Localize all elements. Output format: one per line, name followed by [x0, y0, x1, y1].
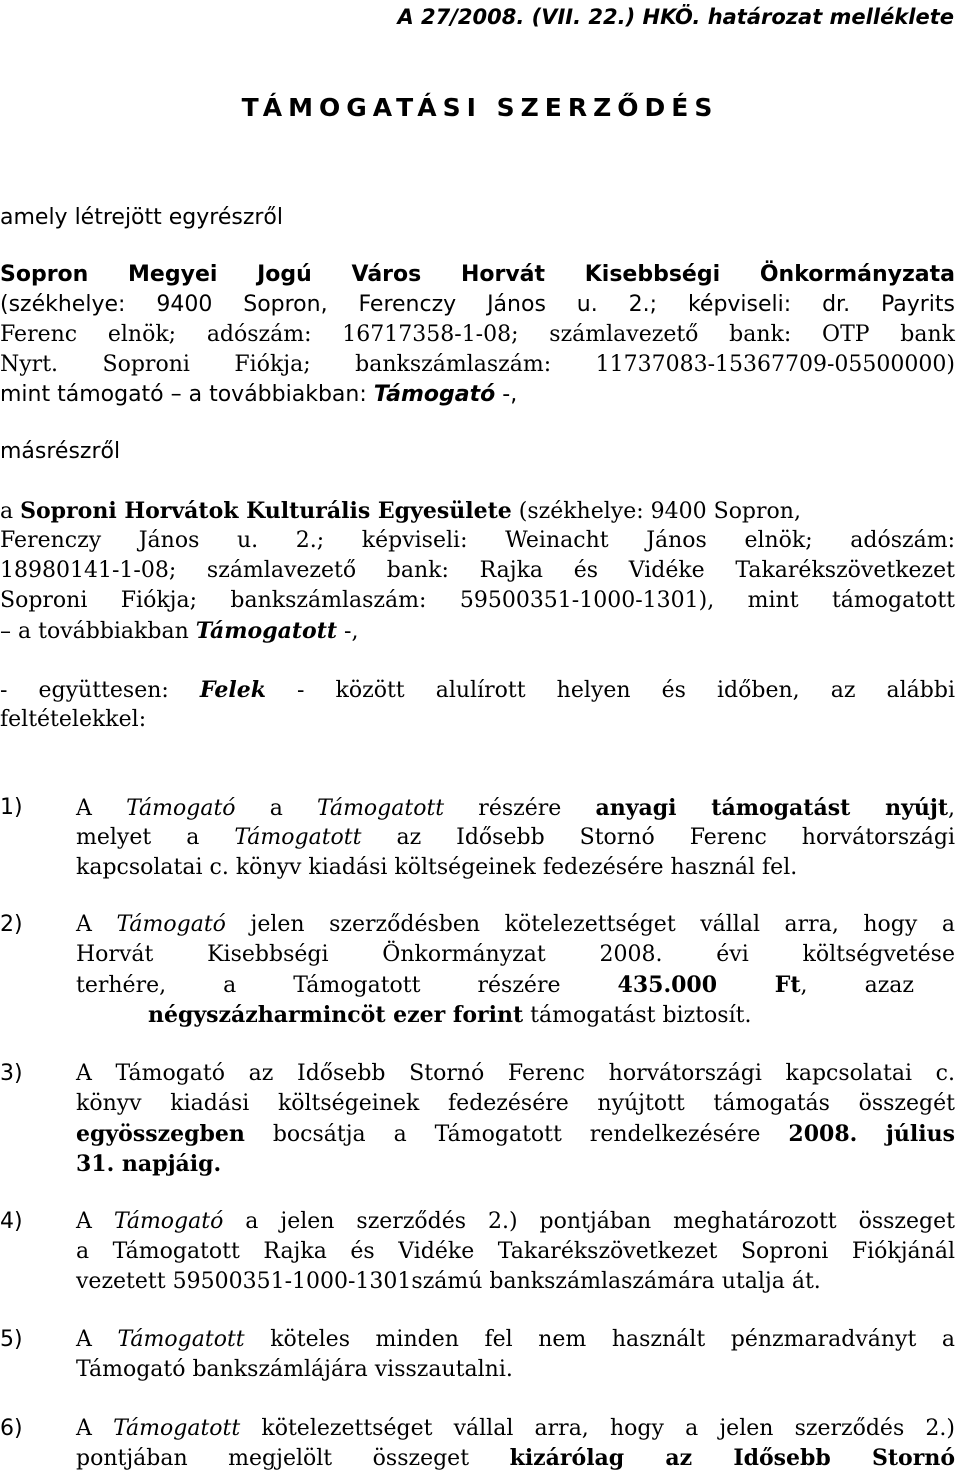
item-number: 1) — [0, 795, 23, 820]
item-number: 3) — [0, 1061, 23, 1086]
item-text: , — [948, 796, 955, 821]
item-line — [76, 793, 955, 824]
item-role: Támogatott — [117, 1327, 245, 1352]
item-text: bocsátja a Támogatott rendelkezésére — [244, 1122, 789, 1147]
item-text: a — [235, 796, 317, 821]
party1-details-line: Ferenc elnök; adószám: 16717358-1-08; számlavezető bank: OTP bank — [0, 322, 955, 347]
item-number: 5) — [0, 1327, 23, 1352]
party2-details-start: (székhelye: 9400 Sopron, — [511, 499, 801, 524]
item-text: terhére, a Támogatott részére — [76, 973, 618, 998]
party2-prefix: a — [0, 499, 21, 524]
item-number: 4) — [0, 1209, 23, 1234]
party2-role-line — [0, 616, 358, 647]
party1-name: Sopron Megyei Jogú Város Horvát Kisebbségi Önkormányzata — [0, 262, 955, 287]
party2-details-line: Soproni Fiókja; bankszámlaszám: 59500351-1000-1301), mint támogatott — [0, 588, 955, 613]
item-line: könyv kiadási költségeinek fedezésére nyújtott támogatás összegét — [76, 1091, 955, 1116]
document-title: TÁMOGATÁSI SZERZŐDÉS — [241, 93, 719, 122]
party1-role-line — [0, 380, 517, 410]
item-line — [76, 970, 914, 1001]
party2-role-prefix: – a továbbiakban — [0, 619, 196, 644]
item-line — [76, 1207, 955, 1237]
together-suffix: - között alulírott helyen és időben, az alábbi — [265, 678, 955, 703]
item-line — [76, 1119, 955, 1150]
item-emphasis: egyösszegben — [76, 1121, 245, 1147]
party1-details-line: Nyrt. Soproni Fiókja; bankszámlaszám: 11737083-15367709-05500000) — [0, 352, 955, 377]
deadline-date: 31. napjáig. — [76, 1151, 222, 1177]
item-line: Támogató bankszámlájára visszautalni. — [76, 1357, 513, 1382]
item-role: Támogató — [116, 912, 226, 937]
deadline-date: 2008. július — [788, 1121, 955, 1147]
support-amount-words: négyszázharmincöt ezer forint — [148, 1002, 524, 1028]
item-line — [76, 910, 955, 940]
item-text: jelen szerződésben kötelezettséget vállal arra, hogy a — [225, 912, 955, 937]
item-line — [76, 1414, 955, 1444]
item-role: Támogatott — [113, 1416, 241, 1441]
item-text: támogatást biztosít. — [523, 1003, 752, 1028]
item-text: A — [76, 1327, 118, 1352]
item-text: A — [76, 1209, 114, 1234]
together-line: feltételekkel: — [0, 707, 147, 732]
party1-role-suffix: -, — [495, 382, 518, 407]
item-text: köteles minden fel nem használt pénzmaradványt a — [244, 1327, 955, 1352]
item-line: Horvát Kisebbségi Önkormányzat 2008. évi költségvetése — [76, 942, 955, 967]
item-text: A — [76, 796, 127, 821]
resolution-reference: A 27/2008. (VII. 22.) HKÖ. határozat melléklete — [397, 5, 954, 29]
party2-name: Soproni Horvátok Kulturális Egyesülete — [20, 498, 512, 524]
item-text: kötelezettséget vállal arra, hogy a jelen szerződés 2.) — [240, 1416, 955, 1441]
party1-role-prefix: mint támogató – a továbbiakban: — [0, 382, 374, 407]
masreszrol-text: másrészről — [0, 439, 121, 464]
item-emphasis: kizárólag az Idősebb Stornó — [509, 1445, 955, 1471]
item-text: A — [76, 1416, 114, 1441]
item-number: 2) — [0, 912, 23, 937]
item-line — [76, 823, 955, 853]
item-text: részére — [444, 796, 596, 821]
item-line: vezetett 59500351-1000-1301számú bankszámlaszámára utalja át. — [76, 1269, 821, 1294]
party2-details-line: 18980141-1-08; számlavezető bank: Rajka és Vidéke Takarékszövetkezet — [0, 558, 955, 583]
item-line: a Támogatott Rajka és Vidéke Takarékszövetkezet Soproni Fiókjánál — [76, 1239, 955, 1264]
together-line — [0, 675, 955, 706]
item-line — [76, 1325, 955, 1355]
party2-role-suffix: -, — [337, 619, 359, 644]
intro-text: amely létrejött egyrészről — [0, 205, 284, 230]
item-text: pontjában megjelölt összeget — [76, 1446, 510, 1471]
item-line: kapcsolatai c. könyv kiadási költségeinek fedezésére használ fel. — [76, 855, 798, 880]
item-line — [148, 1000, 751, 1031]
item-line: A Támogató az Idősebb Stornó Ferenc horvátországi kapcsolatai c. — [76, 1061, 955, 1086]
item-role: Támogatott — [234, 825, 362, 850]
together-prefix: - együttesen: — [0, 678, 200, 703]
item-line — [76, 1443, 955, 1474]
item-text: melyet a — [76, 825, 235, 850]
item-text: a jelen szerződés 2.) pontjában meghatározott összeget — [223, 1209, 955, 1234]
item-role: Támogatott — [316, 796, 445, 821]
support-amount: 435.000 Ft — [617, 972, 801, 998]
party2-name-line — [0, 496, 955, 527]
party1-role: Támogató — [373, 382, 496, 407]
item-role: Támogató — [126, 796, 236, 821]
party2-role: Támogatott — [195, 618, 338, 644]
party2-details-line: Ferenczy János u. 2.; képviseli: Weinacht János elnök; adószám: — [0, 528, 955, 553]
item-emphasis: anyagi támogatást nyújt — [595, 795, 948, 821]
item-text: A — [76, 912, 117, 937]
together-role: Felek — [199, 677, 266, 703]
party1-details-line: (székhelye: 9400 Sopron, Ferenczy János u. 2.; képviseli: dr. Payrits — [0, 292, 955, 317]
item-number: 6) — [0, 1416, 23, 1441]
item-text: , azaz — [800, 973, 914, 998]
item-text: az Idősebb Stornó Ferenc horvátországi — [361, 825, 956, 850]
item-role: Támogató — [113, 1209, 224, 1234]
